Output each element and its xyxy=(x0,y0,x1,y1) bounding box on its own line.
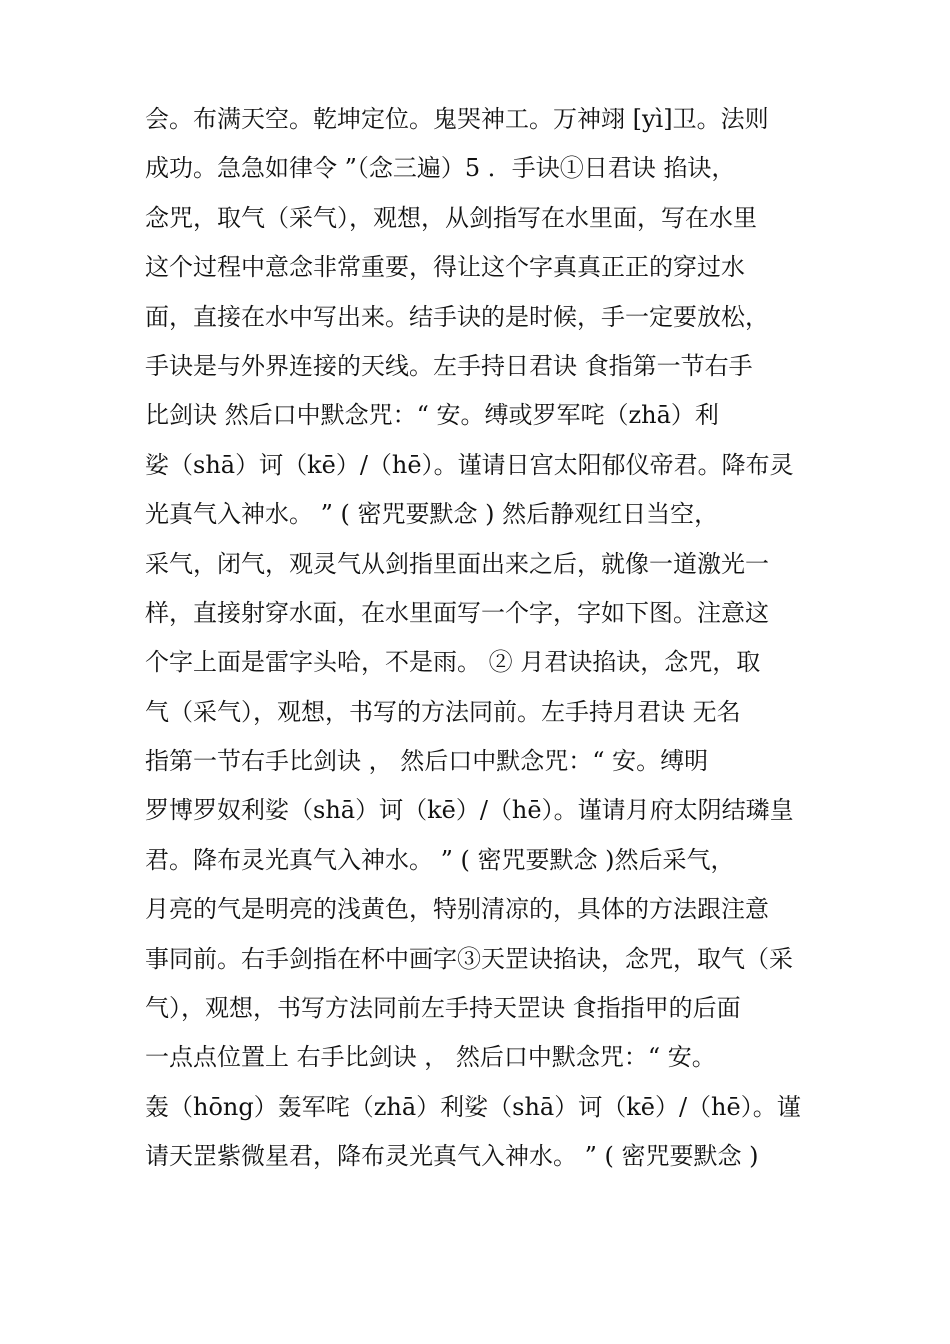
text-line: 采气，闭气，观灵气从剑指里面出来之后，就像一道激光一 xyxy=(145,549,769,578)
text-line: 君。降布灵光真气入神水。 ” ( 密咒要默念 )然后采气， xyxy=(145,845,735,874)
text-line: 个字上面是雷字头哈，不是雨。 ② 月君诀掐诀，念咒，取 xyxy=(145,648,761,677)
text-line: 罗博罗奴利娑（shā）诃（kē）/（hē）。谨请月府太阴结璘皇 xyxy=(145,796,794,825)
body-text xyxy=(145,95,825,1182)
text-line: 事同前。右手剑指在杯中画字③天罡诀掐诀，念咒，取气（采 xyxy=(145,944,793,973)
text-line: 娑（shā）诃（kē）/（hē）。谨请日宫太阳郁仪帝君。降布灵 xyxy=(145,450,794,479)
text-line: 成功。急急如律令 ”（念三遍）5 ．手诀①日君诀 掐诀， xyxy=(145,154,736,183)
text-line: 手诀是与外界连接的天线。左手持日君诀 食指第一节右手 xyxy=(145,351,753,380)
text-line: 气），观想，书写方法同前左手持天罡诀 食指指甲的后面 xyxy=(145,994,741,1023)
text-line: 指第一节右手比剑诀 ， 然后口中默念咒：“ 安。缚明 xyxy=(145,747,709,776)
text-line: 面，直接在水中写出来。结手诀的是时候，手一定要放松， xyxy=(145,302,769,331)
text-line: 光真气入神水。 ” ( 密咒要默念 ) 然后静观红日当空， xyxy=(145,500,719,529)
text-line: 念咒，取气（采气），观想，从剑指写在水里面，写在水里 xyxy=(145,203,757,232)
text-line: 会。布满天空。乾坤定位。鬼哭神工。万神翊 [yì]卫。法则 xyxy=(145,105,769,133)
text-line: 月亮的气是明亮的浅黄色，特别清凉的，具体的方法跟注意 xyxy=(145,895,769,924)
text-line: 这个过程中意念非常重要，得让这个字真真正正的穿过水 xyxy=(145,253,745,282)
text-line: 请天罡紫微星君，降布灵光真气入神水。 ” ( 密咒要默念 ) xyxy=(145,1142,759,1171)
text-line: 比剑诀 然后口中默念咒：“ 安。缚或罗军咤（zhā）利 xyxy=(145,401,719,430)
text-line: 样，直接射穿水面，在水里面写一个字，字如下图。注意这 xyxy=(145,598,769,627)
text-line: 轰（hōng）轰军咤（zhā）利娑（shā）诃（kē）/（hē）。谨 xyxy=(145,1092,801,1121)
text-line: 一点点位置上 右手比剑诀 ， 然后口中默念咒：“ 安。 xyxy=(145,1043,716,1072)
text-line: 气（采气），观想，书写的方法同前。左手持月君诀 无名 xyxy=(145,697,741,726)
